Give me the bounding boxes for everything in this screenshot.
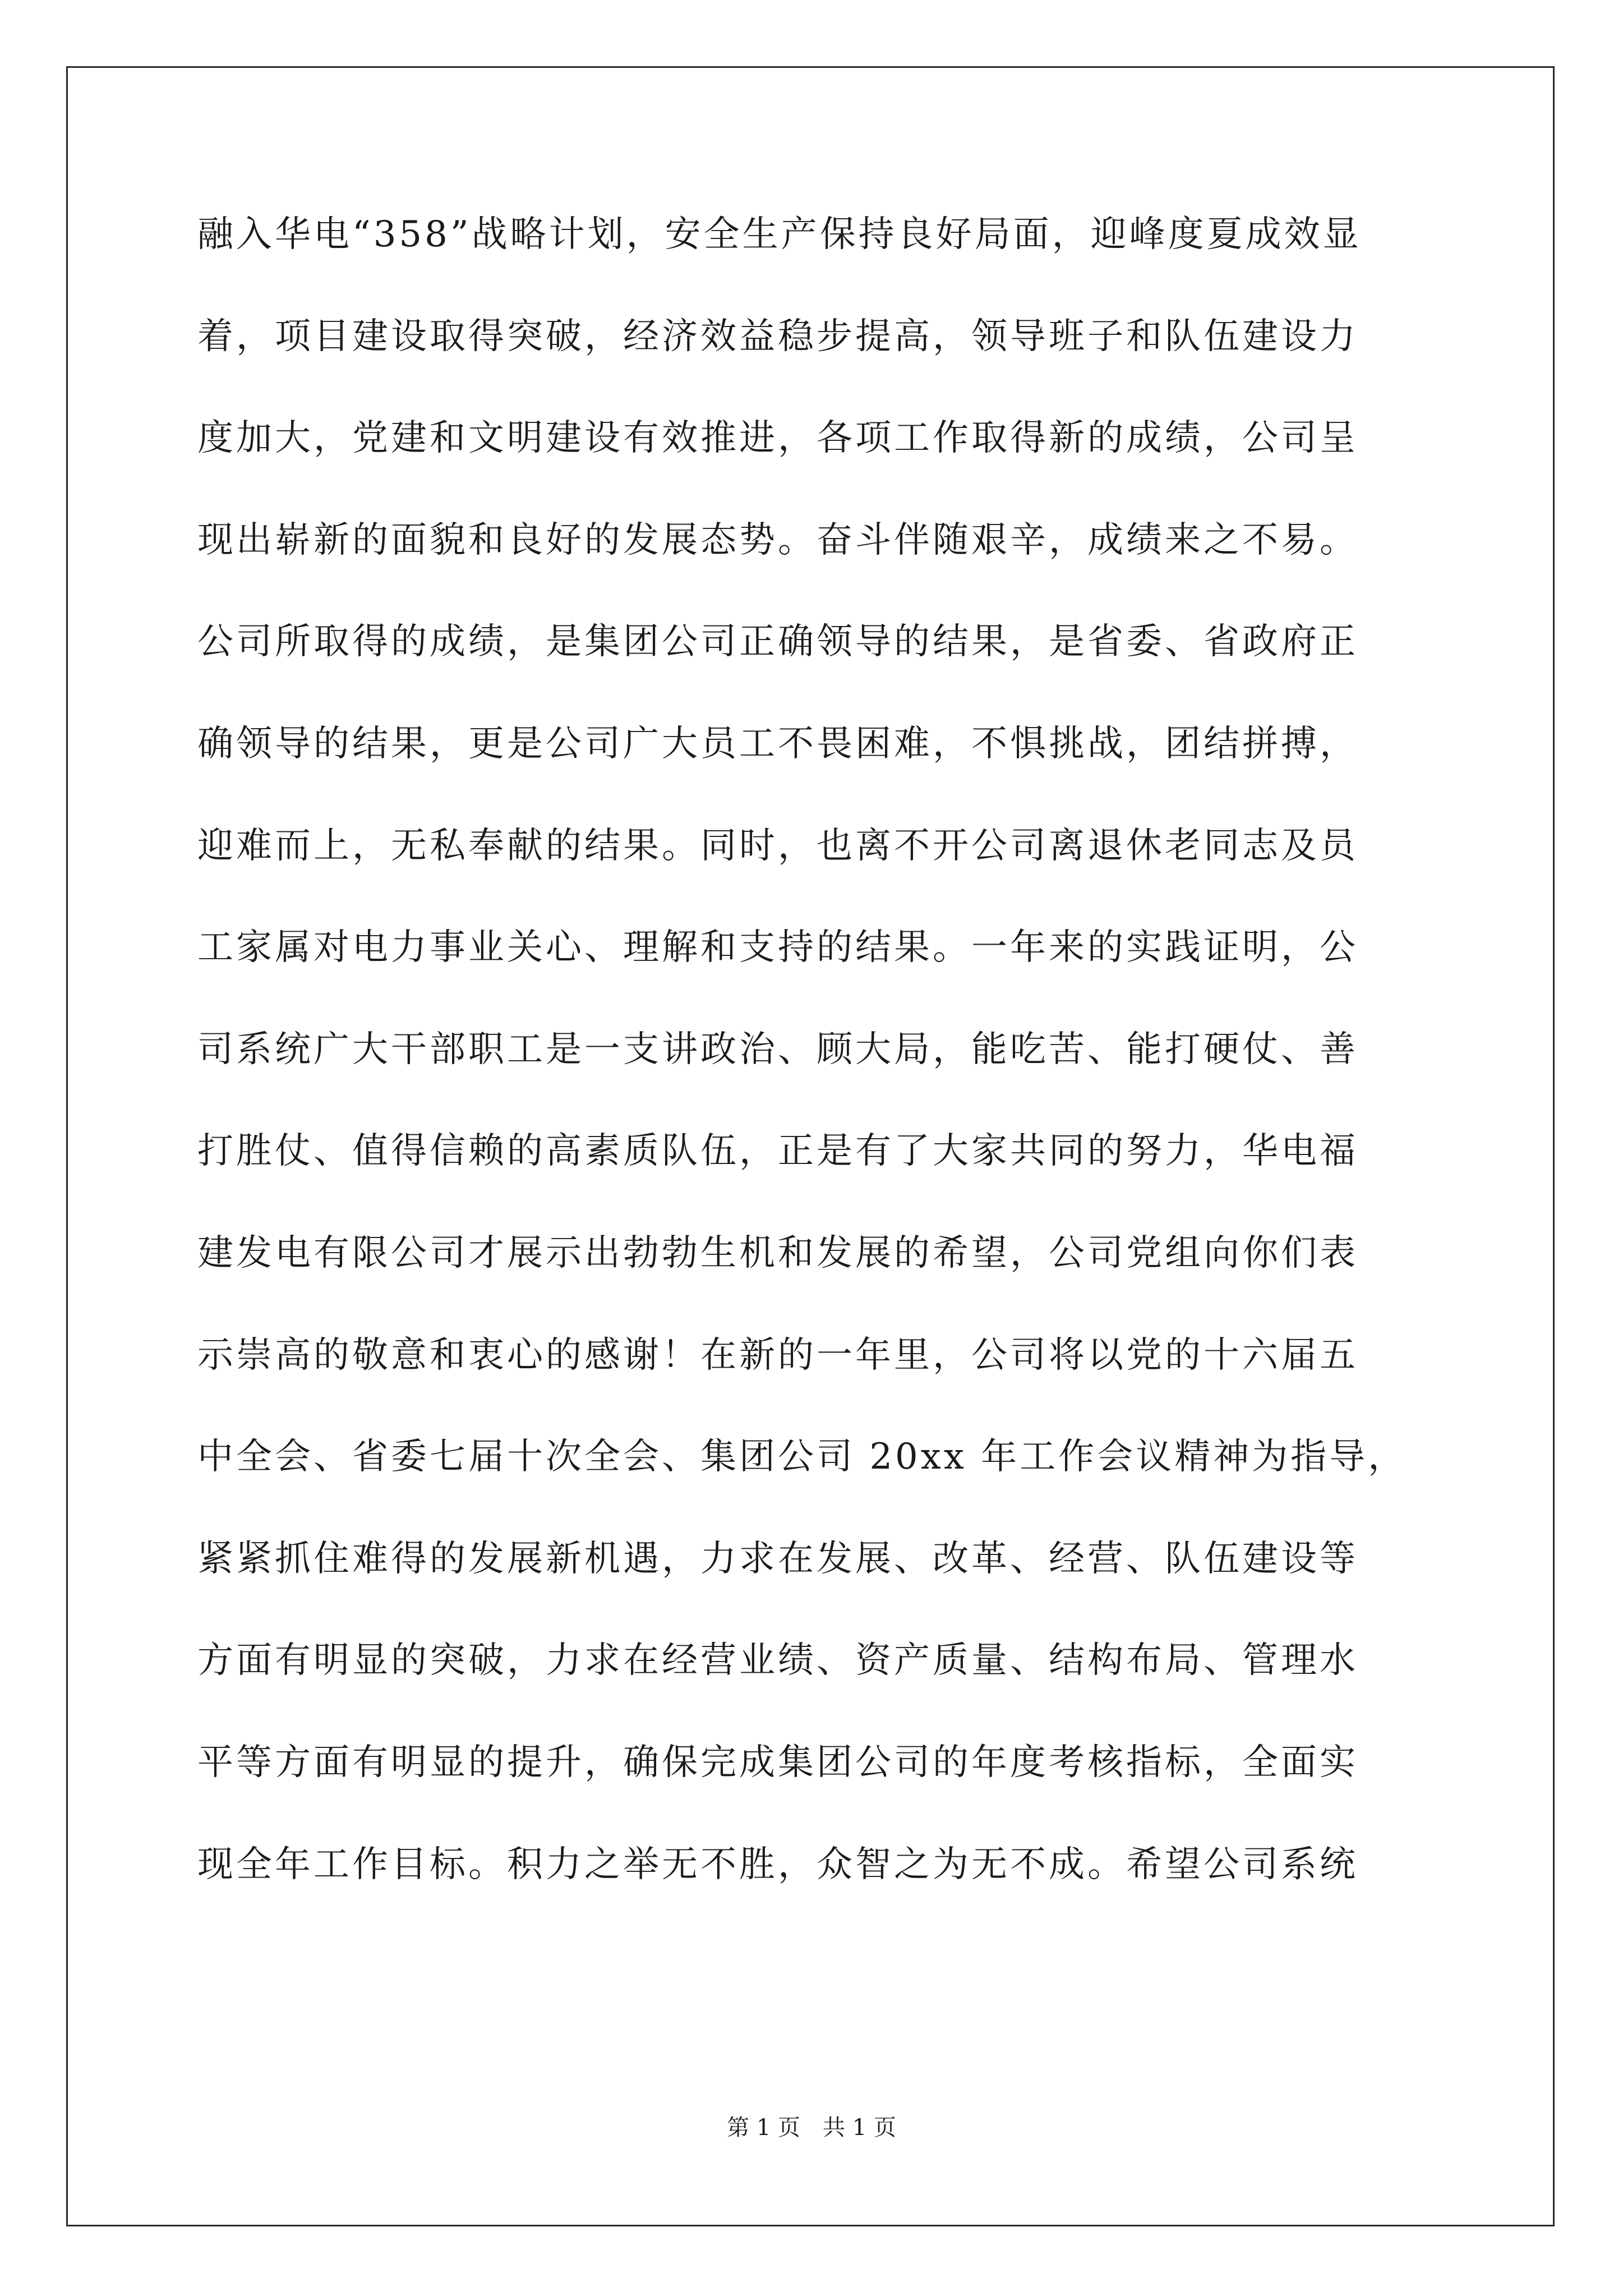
text-line: 建发电有限公司才展示出勃勃生机和发展的希望，公司党组向你们表 [197, 1232, 1358, 1274]
text-line: 公司所取得的成绩，是集团公司正确领导的结果，是省委、省政府正 [197, 621, 1358, 663]
page-total: 共 1 页 [823, 2115, 896, 2141]
page-footer [0, 2114, 1623, 2142]
page-number: 第 1 页 [727, 2115, 800, 2141]
text-line: 融入华电“358”战略计划，安全生产保持良好局面，迎峰度夏成效显 [197, 214, 1362, 255]
text-line: 平等方面有明显的提升，确保完成集团公司的年度考核指标，全面实 [197, 1741, 1358, 1783]
text-line: 现出崭新的面貌和良好的发展态势。奋斗伴随艰辛，成绩来之不易。 [197, 519, 1358, 561]
text-line: 紧紧抓住难得的发展新机遇，力求在发展、改革、经营、队伍建设等 [197, 1538, 1358, 1580]
text-line: 度加大，党建和文明建设有效推进，各项工作取得新的成绩，公司呈 [197, 417, 1358, 459]
text-line: 中全会、省委七届十次全会、集团公司 20xx 年工作会议精神为指导， [197, 1436, 1407, 1478]
text-line: 工家属对电力事业关心、理解和支持的结果。一年来的实践证明，公 [197, 927, 1358, 969]
text-line: 确领导的结果，更是公司广大员工不畏困难，不惧挑战，团结拼搏， [197, 723, 1358, 765]
text-line: 着，项目建设取得突破，经济效益稳步提高，领导班子和队伍建设力 [197, 315, 1358, 357]
text-line: 司系统广大干部职工是一支讲政治、顾大局，能吃苦、能打硬仗、善 [197, 1028, 1358, 1070]
text-line: 示崇高的敬意和衷心的感谢！在新的一年里，公司将以党的十六届五 [197, 1334, 1358, 1376]
text-line: 方面有明显的突破，力求在经营业绩、资产质量、结构布局、管理水 [197, 1640, 1358, 1682]
text-line: 迎难而上，无私奉献的结果。同时，也离不开公司离退休老同志及员 [197, 825, 1358, 867]
text-line: 现全年工作目标。积力之举无不胜，众智之为无不成。希望公司系统 [197, 1843, 1358, 1885]
document-body [197, 210, 1454, 1942]
text-line: 打胜仗、值得信赖的高素质队伍，正是有了大家共同的努力，华电福 [197, 1130, 1358, 1172]
